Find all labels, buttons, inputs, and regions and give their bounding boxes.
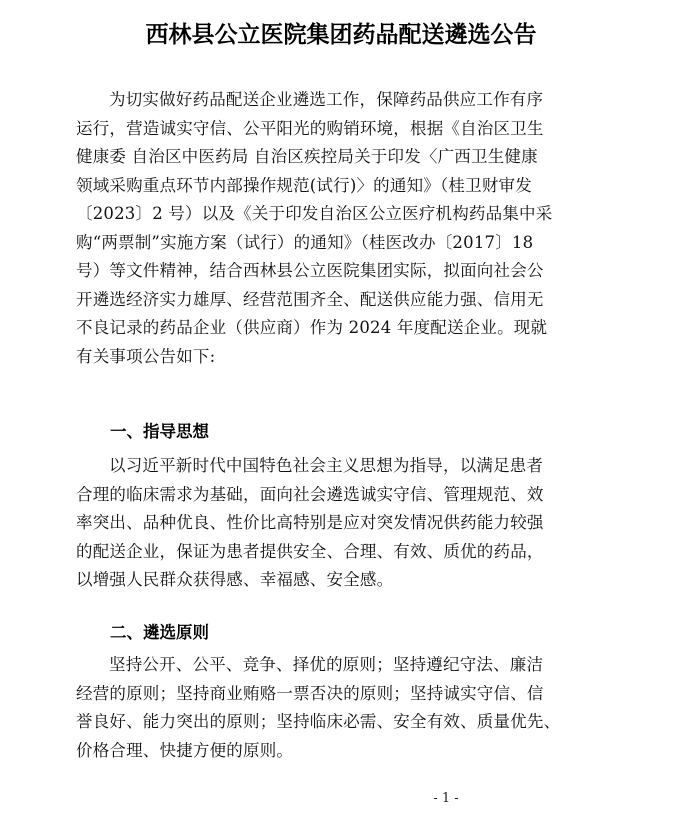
paragraph-line: 以增强人民群众获得感、幸福感、安全感。 <box>76 570 394 589</box>
paragraph-line: 以习近平新时代中国特色社会主义思想为指导，以满足患者 <box>109 456 544 475</box>
paragraph-line: 率突出、品种优良、性价比高特别是应对突发情况供药能力较强 <box>76 513 544 532</box>
paragraph-line: 为切实做好药品配送企业遴选工作，保障药品供应工作有序 <box>109 90 544 109</box>
paragraph-line: 誉良好、能力突出的原则；坚持临床必需、安全有效、质量优先、 <box>76 712 561 731</box>
paragraph-line: 坚持公开、公平、竞争、择优的原则；坚持遵纪守法、廉洁 <box>109 655 544 674</box>
guiding-ideology-paragraph <box>76 452 610 595</box>
paragraph-line: 不良记录的药品企业（供应商）作为 2024 年度配送企业。现就 <box>76 318 548 337</box>
section-heading-selection-principles: 二、遴选原则 <box>110 623 209 642</box>
intro-paragraph <box>76 86 610 371</box>
paragraph-line: 领域采购重点环节内部操作规范(试行)〉的通知》（桂卫财审发 <box>76 175 532 195</box>
paragraph-line: 有关事项公告如下: <box>76 346 216 366</box>
paragraph-line: 购“两票制”实施方案（试行）的通知》（桂医改办〔2017〕18 <box>76 232 534 252</box>
section-heading-guiding-ideology: 一、指导思想 <box>110 422 209 441</box>
paragraph-line: 〔2023〕2 号）以及《关于印发自治区公立医疗机构药品集中采 <box>76 204 553 223</box>
paragraph-line: 健康委 自治区中医药局 自治区疾控局关于印发〈广西卫生健康 <box>76 147 538 166</box>
page-number: - 1 - <box>433 791 459 806</box>
paragraph-line: 号）等文件精神，结合西林县公立医院集团实际，拟面向社会公 <box>76 261 544 280</box>
paragraph-line: 开遴选经济实力雄厚、经营范围齐全、配送供应能力强、信用无 <box>76 289 544 309</box>
paragraph-line: 合理的临床需求为基础，面向社会遴选诚实守信、管理规范、效 <box>76 484 544 504</box>
document-title: 西林县公立医院集团药品配送遴选公告 <box>145 22 537 48</box>
selection-principles-paragraph <box>76 651 610 765</box>
paragraph-line: 经营的原则；坚持商业贿赂一票否决的原则；坚持诚实守信、信 <box>76 683 544 703</box>
paragraph-line: 运行，营造诚实守信、公平阳光的购销环境，根据《自治区卫生 <box>76 118 544 138</box>
paragraph-line: 价格合理、快捷方便的原则。 <box>76 740 294 760</box>
paragraph-line: 的配送企业，保证为患者提供安全、合理、有效、质优的药品， <box>76 541 544 561</box>
